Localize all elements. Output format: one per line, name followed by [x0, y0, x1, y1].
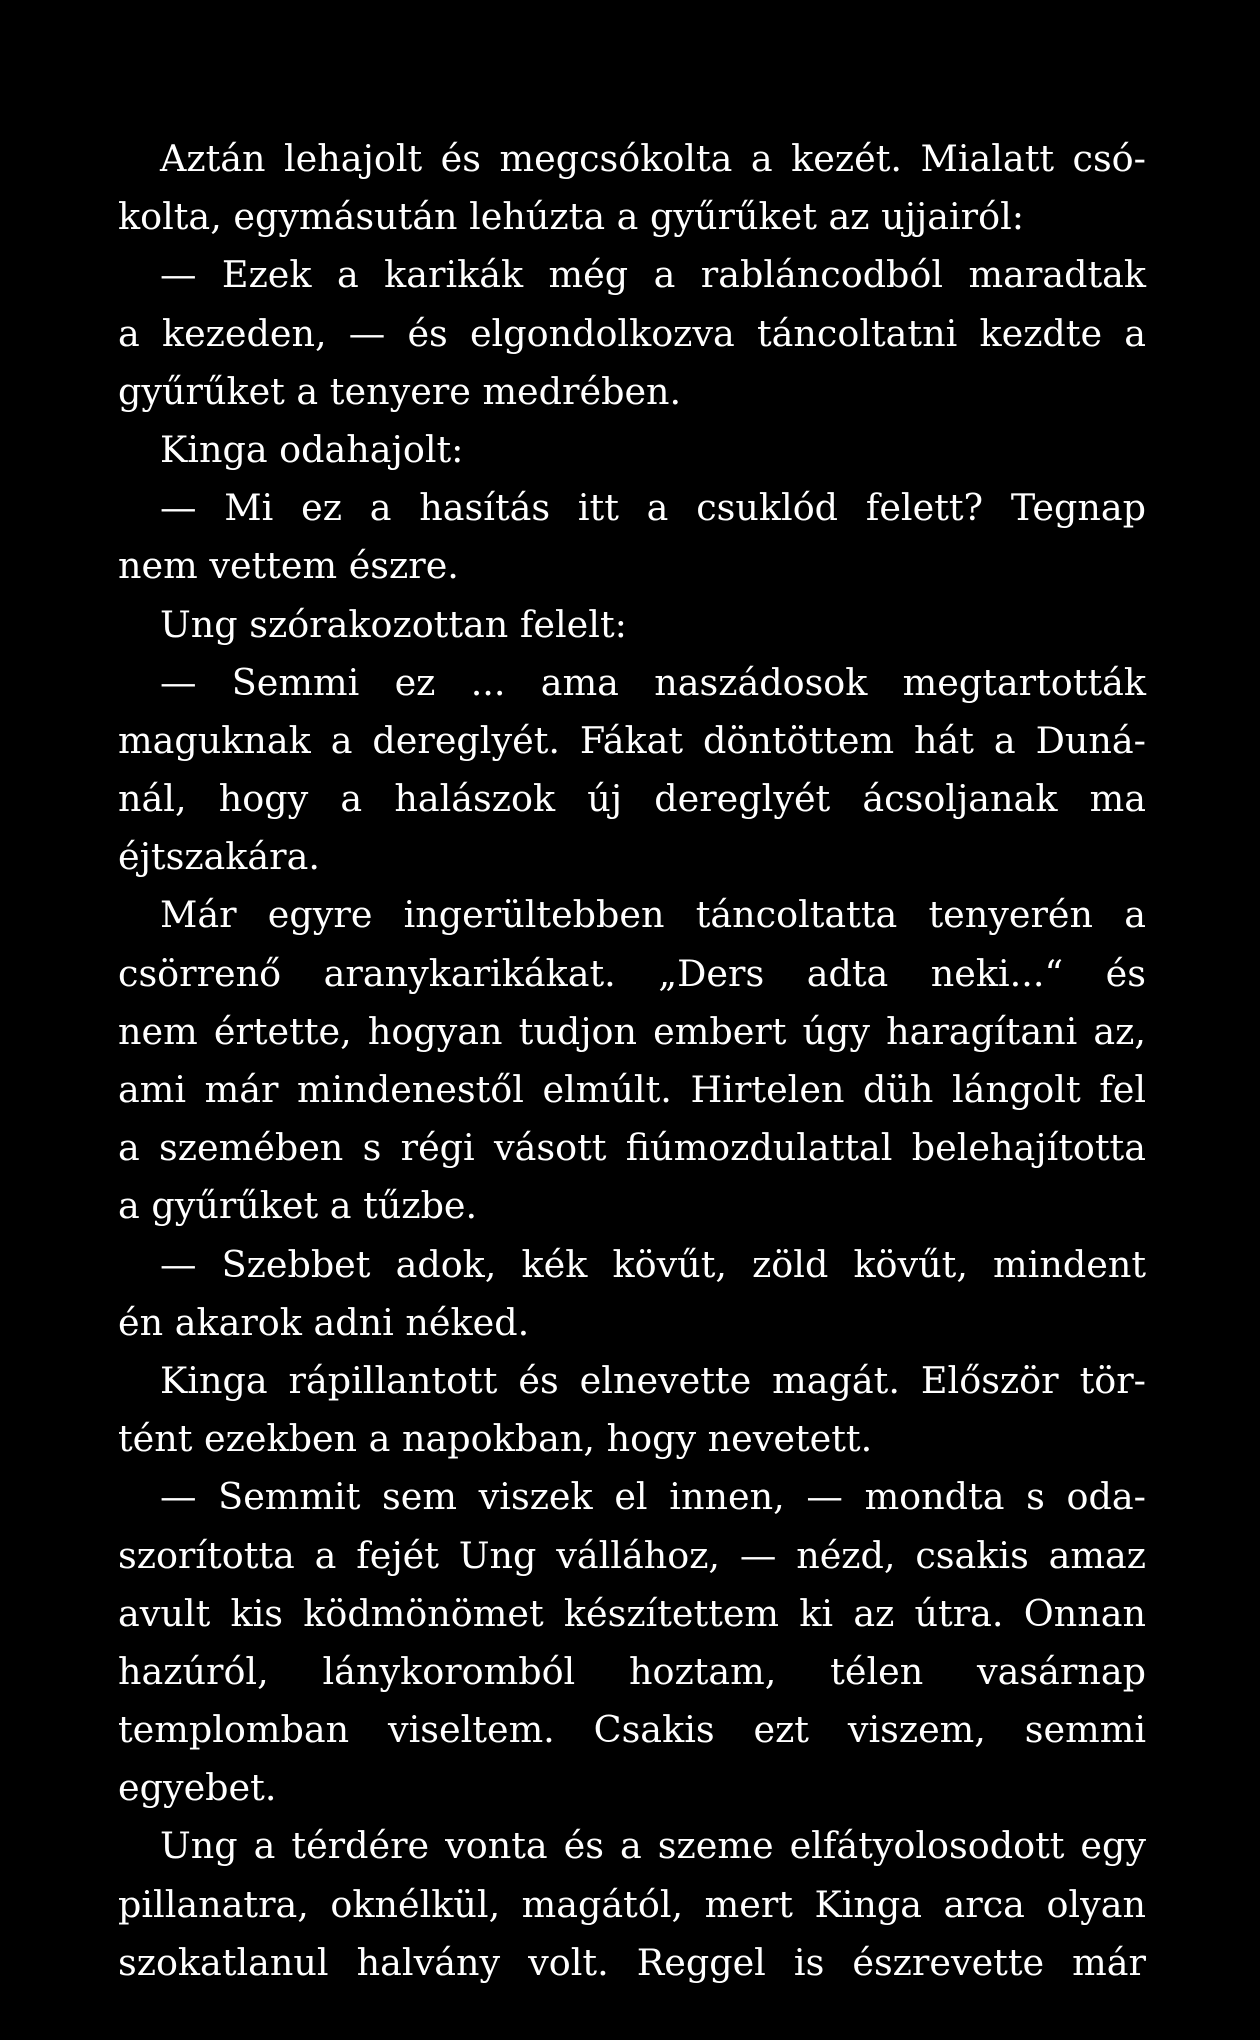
text-line: avult kis ködmönömet készítettem ki az útra. Onnan	[118, 1591, 1146, 1635]
text-line: hazúról, lánykoromból hoztam, télen vasárnap	[118, 1649, 1146, 1693]
text-line: — Semmi ez ... ama naszádosok megtartották	[160, 660, 1146, 704]
body-text	[118, 130, 1146, 1992]
text-line: — Ezek a karikák még a rabláncodból maradtak	[160, 253, 1146, 297]
text-line: tént ezekben a napokban, hogy nevetett.	[118, 1417, 873, 1461]
text-line: szokatlanul halvány volt. Reggel is észrevette már	[118, 1940, 1146, 1984]
text-line: Kinga rápillantott és elnevette magát. Először tör-	[160, 1358, 1146, 1402]
text-line: szorította a fejét Ung vállához, — nézd, csakis amaz	[118, 1533, 1146, 1577]
text-line: pillanatra, oknélkül, magától, mert Kinga arca olyan	[118, 1882, 1146, 1926]
text-line: csörrenő aranykarikákat. „Ders adta neki...“ és	[118, 951, 1146, 995]
text-line: éjtszakára.	[118, 835, 320, 879]
text-line: — Semmit sem viszek el innen, — mondta s oda-	[160, 1475, 1146, 1519]
text-line: nál, hogy a halászok új dereglyét ácsoljanak ma	[118, 777, 1146, 821]
text-line: a szemében s régi vásott fiúmozdulattal belehajította	[118, 1126, 1146, 1170]
text-line: maguknak a dereglyét. Fákat döntöttem hát a Duná-	[118, 718, 1146, 762]
text-line: gyűrűket a tenyere medrében.	[118, 369, 682, 413]
text-line: kolta, egymásután lehúzta a gyűrűket az ujjairól:	[118, 195, 1025, 239]
text-line: templomban viseltem. Csakis ezt viszem, semmi	[118, 1708, 1146, 1752]
text-line: Ung a térdére vonta és a szeme elfátyolosodott egy	[160, 1824, 1146, 1868]
text-line: — Szebbet adok, kék kövűt, zöld kövűt, mindent	[160, 1242, 1146, 1286]
text-line: Aztán lehajolt és megcsókolta a kezét. Mialatt csó-	[160, 137, 1146, 180]
text-line: Ung szórakozottan felelt:	[160, 602, 627, 646]
text-line: a gyűrűket a tűzbe.	[118, 1184, 478, 1228]
text-line: nem vettem észre.	[118, 544, 459, 588]
text-line: egyebet.	[118, 1766, 277, 1810]
text-line: én akarok adni néked.	[118, 1300, 530, 1344]
text-line: nem értette, hogyan tudjon embert úgy haragítani az,	[118, 1009, 1146, 1053]
text-line: — Mi ez a hasítás itt a csuklód felett? Tegnap	[160, 486, 1146, 530]
text-line: Már egyre ingerültebben táncoltatta tenyerén a	[160, 893, 1146, 937]
text-line: a kezeden, — és elgondolkozva táncoltatni kezdte a	[118, 311, 1146, 355]
text-line: Kinga odahajolt:	[160, 427, 464, 471]
text-line: ami már mindenestől elmúlt. Hirtelen düh lángolt fel	[118, 1068, 1146, 1111]
